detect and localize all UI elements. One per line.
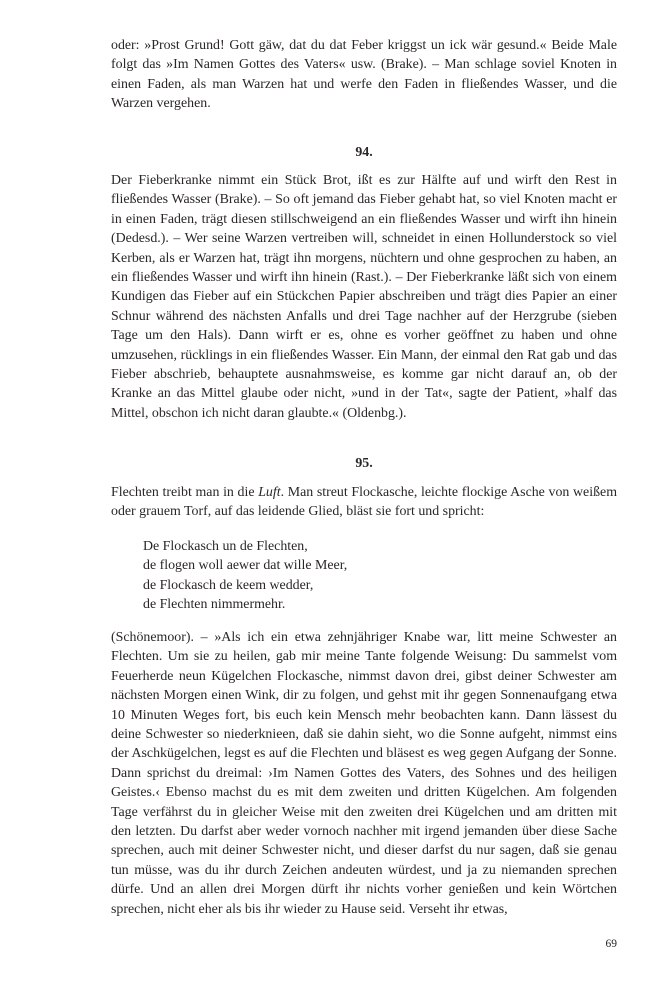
section-95-intro [111,483,617,522]
section-number-94: 94. [355,145,373,160]
continued-paragraph: oder: »Prost Grund! Gott gäw, dat du dat Feber kriggst un ick wär gesund.« Beide Male folgt das »Im Namen Gottes des Vaters« usw. (Brake). – Man schlage soviel Knoten in einen Faden, als man Warzen hat und werfe den Faden in fließendes Wasser, und die Warzen vergehen. [111,38,617,112]
page-number: 69 [605,938,617,950]
verse-line: De Flockasch un de Flechten, [143,539,308,554]
verse-line: de Flockasch de keem wedder, [143,577,314,593]
section-95-body-block [111,628,617,919]
intro-text-before: Flechten treibt man in die [111,485,259,500]
intro-italic-word: Luft [258,485,281,500]
section-number-95: 95. [355,456,373,471]
section-95-intro-block [111,483,617,522]
verse-block [143,537,347,615]
section-94-paragraph: Der Fieberkranke nimmt ein Stück Brot, ißt es zur Hälfte auf und wirft den Rest in fließendes Wasser (Brake). – So oft jemand das Fieber gehabt hat, so viel Knoten macht er in einen Faden, trägt diesen stillschweigend an ein fließendes Wasser und wirft ihn hinein (Dedesd.). – Wer seine Warzen vertreiben will, schneidet in einen Hollunderstock so viel Kerben, als er Warzen hat, trägt ihn morgens, nüchtern und ohne gesprochen zu haben, an ein fließendes Wasser und wirft ihn hinein (Rast.). – Der Fieberkranke läßt sich von einem Kundigen das Fieber auf ein Stückchen Papier abschreiben und trägt dies Papier an einer Schnur während des nächsten Anfalls und drei Tage nachher auf der Herzgrube (sieben Tage um den Hals). Dann wirft er es, ohne es vorher geöffnet zu haben und ohne umzusehen, rücklings in ein fließendes Wasser. Ein Mann, der einmal den Rat gab und das Fieber abschrieb, behauptete ausnahmsweise, es komme gar nicht darauf an, ob der Kranke an das Mittel glaube oder nicht, »und in der Tat«, sagte der Patient, »half das Mittel, obschon ich nicht daran glaubte.« (Oldenbg.). [111,173,617,421]
section-94-block [111,171,617,423]
verse-line: de flogen woll aewer dat wille Meer, [143,558,348,574]
intro-text-after: . Man streut Flockasche, leichte flockige Asche von weißem oder grauem Torf, auf das leidende Glied, bläst sie fort und spricht: [111,485,617,520]
section-95-paragraph: (Schönemoor). – »Als ich ein etwa zehnjähriger Knabe war, litt meine Schwester an Flechten. Um sie zu heilen, gab mir meine Tante folgende Weisung: Du sammelst vom Feuerherde neun Kügelchen Flockasche, nimmst davon drei, gibst deiner Schwester am nächsten Morgen einen Wink, dir zu folgen, und gehst mit ihr gegen Sonnenaufgang etwa 10 Minuten Weges fort, bis euch kein Mensch mehr beobachten kann. Dann lässest du deine Schwester so niederknieen, daß sie dahin sieht, wo die Sonne aufgeht, nimmst eins der Aschkügelchen, legst es auf die Flechten und bläsest es weg gegen Aufgang der Sonne. Dann sprichst du dreimal: ›Im Namen Gottes des Vaters, des Sohnes und des heiligen Geistes.‹ Ebenso machst du es mit dem zweiten und dritten Kügelchen. Am folgenden Tage verfährst du in gleicher Weise mit den zweiten drei Kügelchen und am dritten mit den letzten. Du darfst aber weder vornoch nachher mit irgend jemanden über diese Sache sprechen, auch mit deiner Schwester nicht, und dieser darfst du nur sagen, daß sie genau tun müsse, was du ihr durch Zeichen andeuten würdest, und ja zu niemanden sprechen dürfe. Und an allen drei Morgen dürft ihr nichts vorher genießen und kein Wörtchen sprechen, nicht eher als bis ihr wieder zu Hause seid. Verseht ihr etwas, [111,630,617,917]
verse-line: de Flechten nimmermehr. [143,597,286,613]
top-paragraph-block [111,36,617,114]
